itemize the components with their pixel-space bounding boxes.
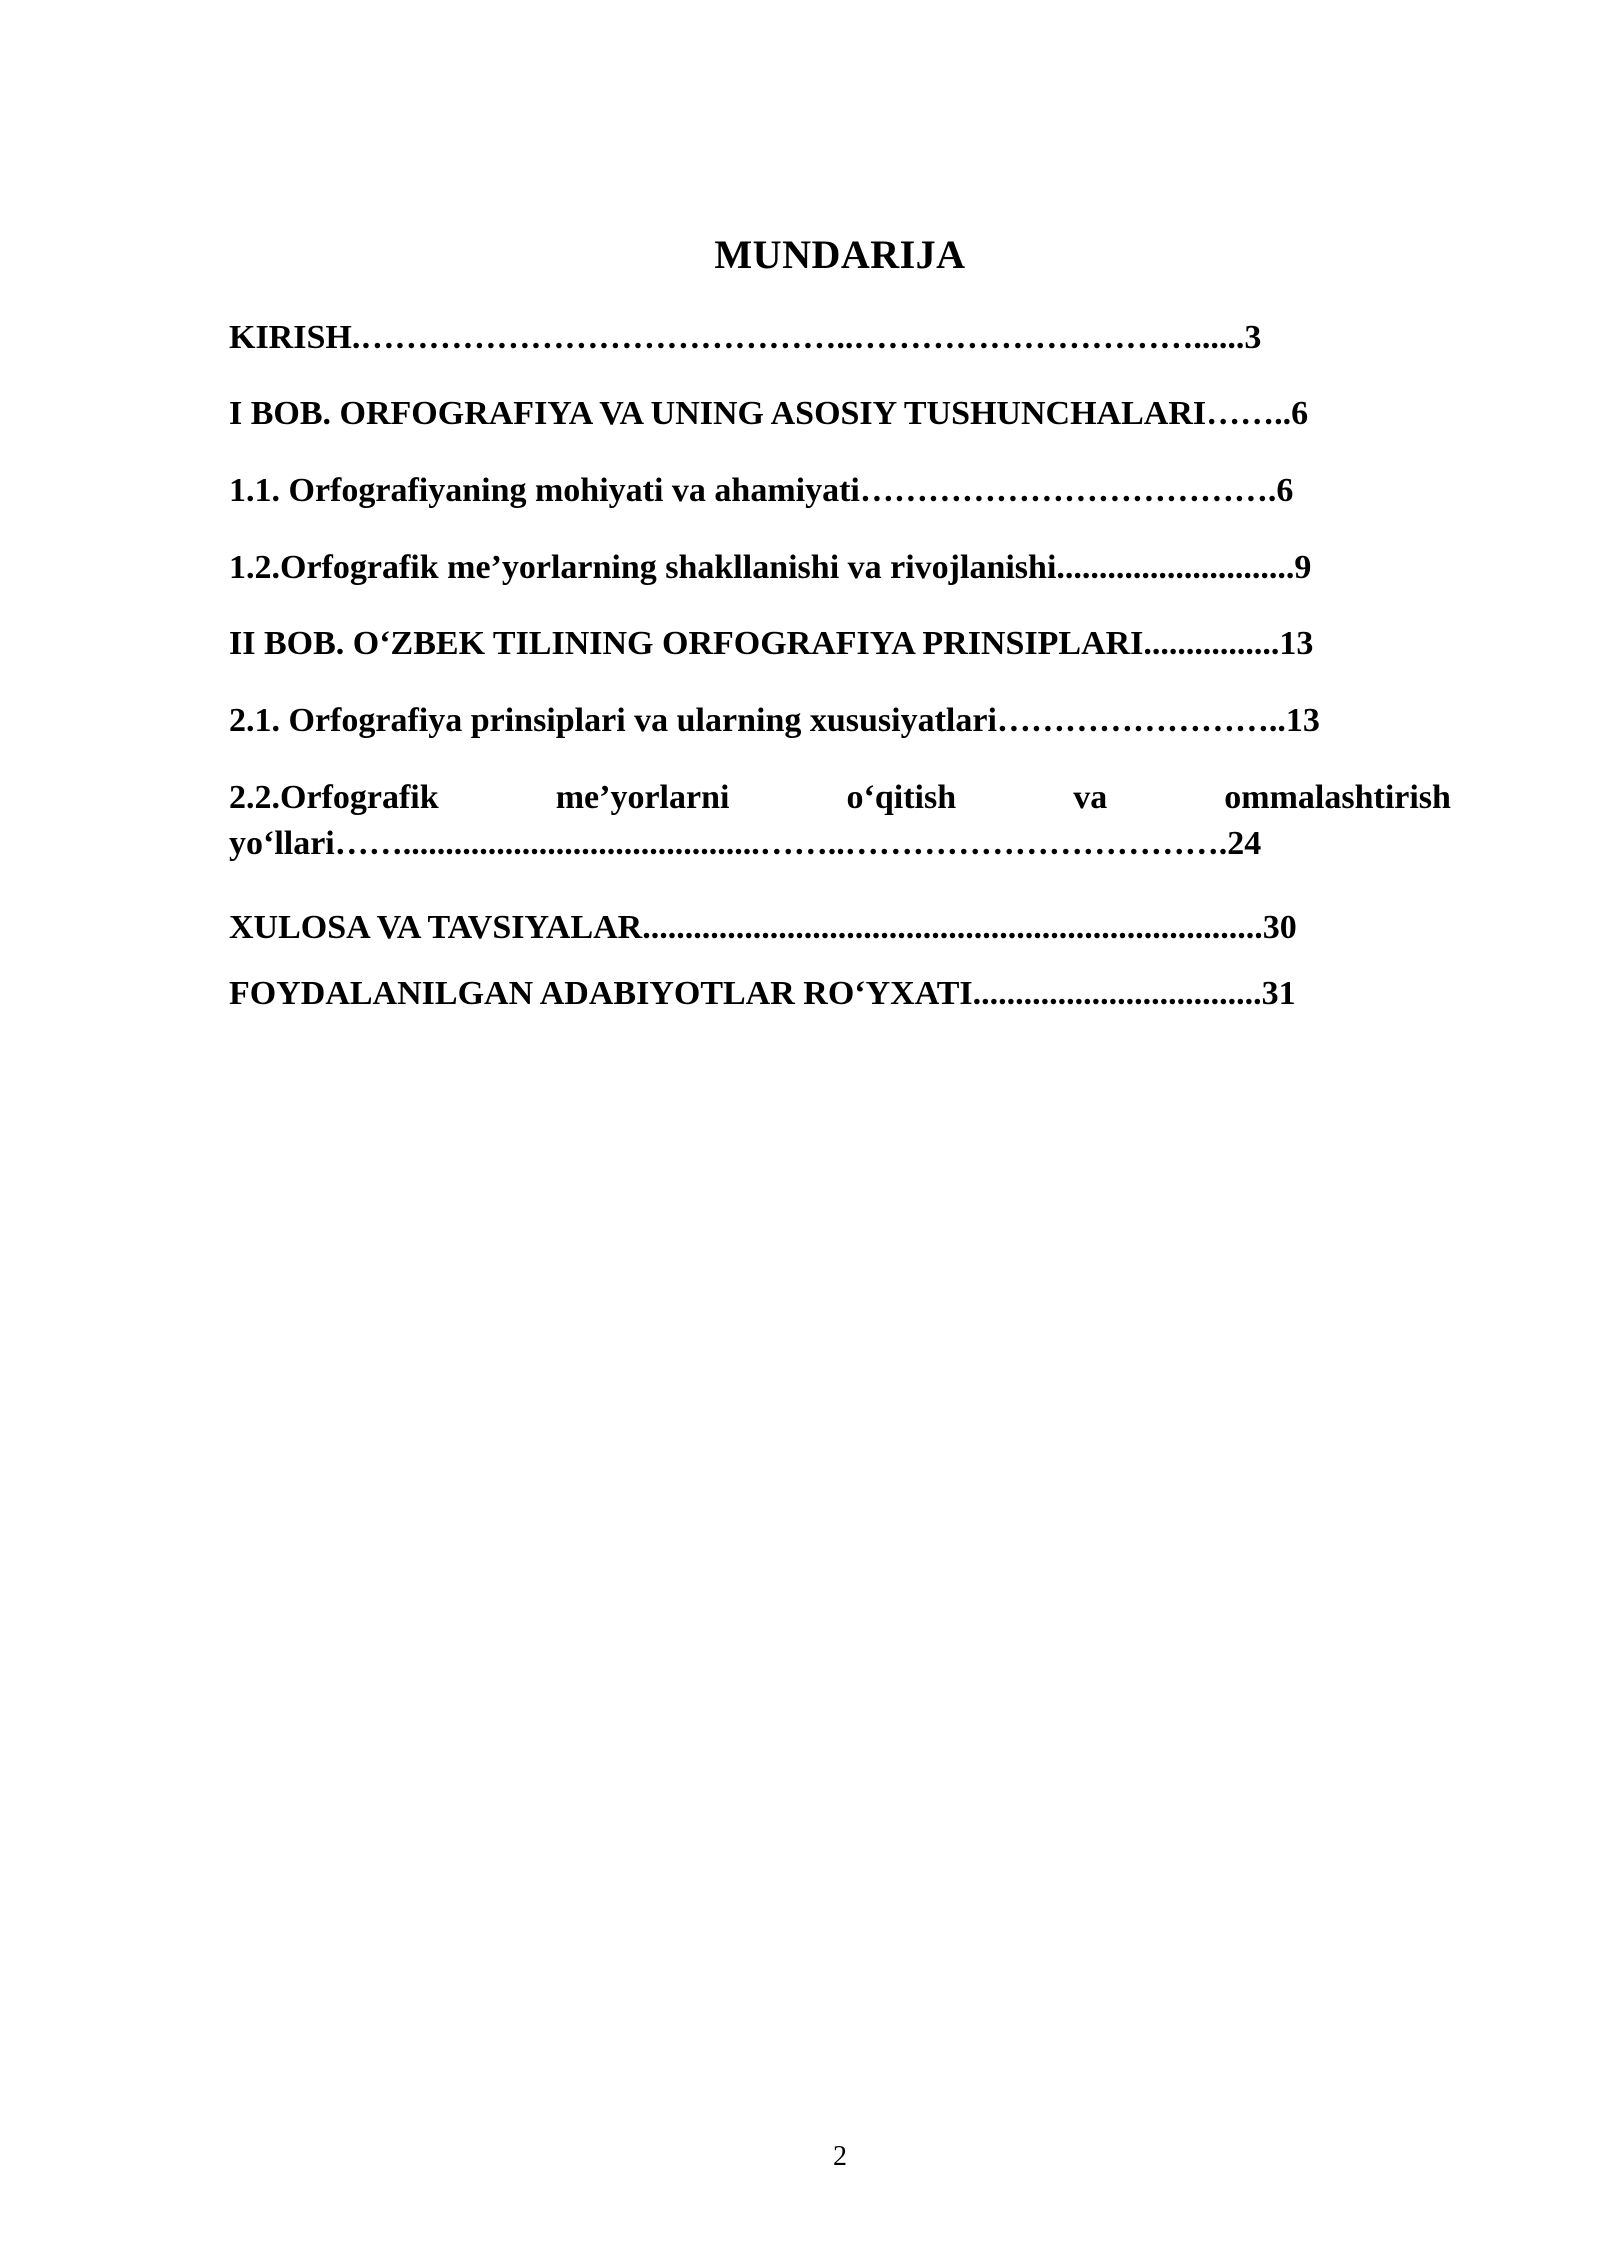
toc-entry-section-2-1: 2.1. Orfografiya prinsiplari va ularning xususiyatlari……………………..13 — [229, 702, 1320, 739]
toc-entry-section-2-2-second-line: yo‘llari……..........................................……..…………………………….24 — [229, 825, 1262, 862]
toc-entry-section-2-2 — [229, 775, 1451, 867]
page-number: 2 — [833, 2141, 847, 2172]
toc-entry-section-1-2: 1.2.Orfografik me’yorlarning shakllanishi va rivojlanishi............................9 — [229, 549, 1312, 586]
toc-entry-bibliography: FOYDALANILGAN ADABIYOTLAR RO‘YXATI..................................31 — [229, 975, 1296, 1012]
toc-entry-chapter-1: I BOB. ORFOGRAFIYA VA UNING ASOSIY TUSHUNCHALARI……..6 — [229, 395, 1309, 432]
page-title: MUNDARIJA — [714, 232, 966, 277]
toc-entry-section-2-2-first-line — [229, 775, 1451, 821]
toc-entry-section-1-1: 1.1. Orfografiyaning mohiyati va ahamiyati……………………………….6 — [229, 472, 1294, 509]
toc-word: va — [1073, 779, 1108, 816]
toc-entry-chapter-2: II BOB. O‘ZBEK TILINING ORFOGRAFIYA PRINSIPLARI................13 — [229, 625, 1314, 662]
toc-word: ommalashtirish — [1224, 779, 1451, 816]
toc-word: o‘qitish — [846, 779, 957, 816]
toc-word: 2.2.Orfografik — [229, 779, 439, 816]
toc-word: me’yorlarni — [555, 779, 730, 816]
toc-entry-conclusion: XULOSA VA TAVSIYALAR.........................................................................30 — [229, 909, 1297, 946]
toc-entry-kirish: KIRISH.……………………………………..…………………………......3 — [229, 319, 1262, 356]
